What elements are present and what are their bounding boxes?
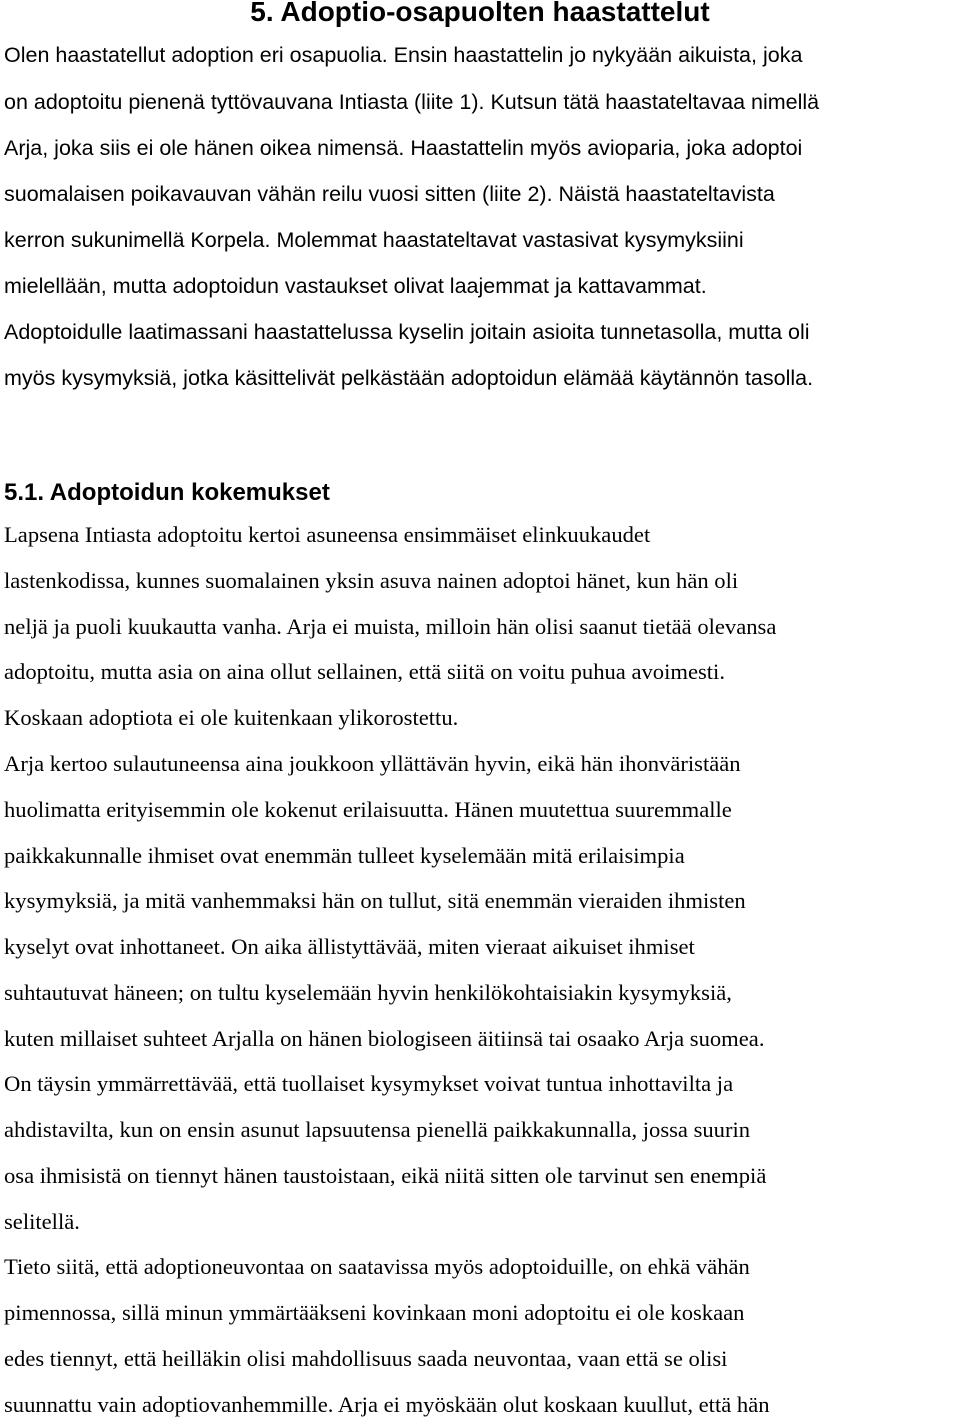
- intro-line-5: kerron sukunimellä Korpela. Molemmat haastateltavat vastasivat kysymyksiini: [4, 228, 744, 252]
- body-line-8: paikkakunnalle ihmiset ovat enemmän tulleet kyselemään mitä erilaisimpia: [4, 843, 685, 868]
- intro-line-3: Arja, joka siis ei ole hänen oikea nimensä. Haastattelin myös avioparia, joka adoptoi: [4, 136, 803, 160]
- body-line-9: kysymyksiä, ja mitä vanhemmaksi hän on tullut, sitä enemmän vieraiden ihmisten: [4, 888, 746, 913]
- body-line-5: Koskaan adoptiota ei ole kuitenkaan ylikorostettu.: [4, 705, 459, 730]
- body-line-7: huolimatta erityisemmin ole kokenut erilaisuutta. Hänen muutettua suuremmalle: [4, 797, 732, 822]
- body-line-4: adoptoitu, mutta asia on aina ollut sellainen, että siitä on voitu puhua avoimesti.: [4, 659, 725, 684]
- body-line-17: Tieto siitä, että adoptioneuvontaa on saatavissa myös adoptoiduille, on ehkä vähän: [4, 1254, 750, 1279]
- intro-line-7: Adoptoidulle laatimassani haastattelussa kyselin joitain asioita tunnetasolla, mutta oli: [4, 320, 810, 344]
- body-line-15: osa ihmisistä on tiennyt hänen taustoistaan, eikä niitä sitten ole tarvinut sen enempiä: [4, 1163, 767, 1188]
- subsection-heading: 5.1. Adoptoidun kokemukset: [4, 479, 330, 506]
- intro-line-1: Olen haastatellut adoption eri osapuolia. Ensin haastattelin jo nykyään aikuista, joka: [4, 43, 803, 67]
- body-line-18: pimennossa, sillä minun ymmärtääkseni kovinkaan moni adoptoitu ei ole koskaan: [4, 1300, 745, 1325]
- body-line-12: kuten millaiset suhteet Arjalla on hänen biologiseen äitiinsä tai osaako Arja suomea.: [4, 1026, 765, 1051]
- body-line-13: On täysin ymmärrettävää, että tuollaiset kysymykset voivat tuntua inhottavilta ja: [4, 1071, 734, 1096]
- body-line-16: selitellä.: [4, 1209, 80, 1234]
- intro-line-4: suomalaisen poikavauvan vähän reilu vuosi sitten (liite 2). Näistä haastateltavista: [4, 182, 775, 206]
- body-line-19: edes tiennyt, että heilläkin olisi mahdollisuus saada neuvontaa, vaan että se olisi: [4, 1346, 728, 1371]
- body-line-20: suunnattu vain adoptiovanhemmille. Arja ei myöskään olut koskaan kuullut, että hän: [4, 1392, 770, 1417]
- intro-line-8: myös kysymyksiä, jotka käsittelivät pelkästään adoptoidun elämää käytännön tasolla.: [4, 366, 814, 390]
- body-line-2: lastenkodissa, kunnes suomalainen yksin asuva nainen adoptoi hänet, kun hän oli: [4, 568, 739, 593]
- intro-line-6: mielellään, mutta adoptoidun vastaukset olivat laajemmat ja kattavammat.: [4, 274, 707, 298]
- intro-line-2: on adoptoitu pienenä tyttövauvana Intiasta (liite 1). Kutsun tätä haastateltavaa nimellä: [4, 90, 820, 114]
- body-line-6: Arja kertoo sulautuneensa aina joukkoon yllättävän hyvin, eikä hän ihonväristään: [4, 751, 741, 776]
- section-heading: 5. Adoptio-osapuolten haastattelut: [250, 0, 710, 27]
- body-line-11: suhtautuvat häneen; on tultu kyselemään hyvin henkilökohtaisiakin kysymyksiä,: [4, 980, 732, 1005]
- body-line-3: neljä ja puoli kuukautta vanha. Arja ei muista, milloin hän olisi saanut tietää olevansa: [4, 614, 777, 639]
- body-line-1: Lapsena Intiasta adoptoitu kertoi asuneensa ensimmäiset elinkuukaudet: [4, 522, 651, 547]
- body-line-14: ahdistavilta, kun on ensin asunut lapsuutensa pienellä paikkakunnalla, jossa suurin: [4, 1117, 751, 1142]
- body-line-10: kyselyt ovat inhottaneet. On aika ällistyttävää, miten vieraat aikuiset ihmiset: [4, 934, 695, 959]
